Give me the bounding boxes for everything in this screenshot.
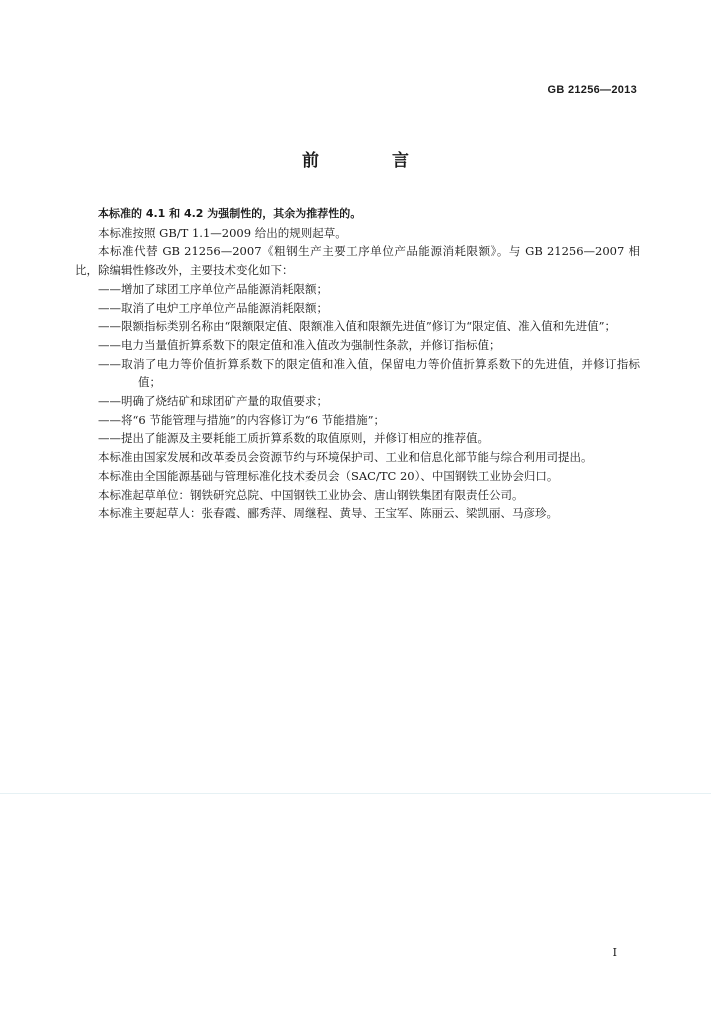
page-title: 前 言 (302, 151, 437, 171)
change-item: ——取消了电炉工序单位产品能源消耗限额； (98, 300, 328, 315)
change-item: ——明确了烧结矿和球团矿产量的取值要求； (98, 394, 328, 409)
page-number: I (612, 946, 617, 959)
change-item: ——增加了球团工序单位产品能源消耗限额； (98, 281, 328, 296)
standard-number: GB 21256—2013 (547, 84, 637, 96)
change-item: ——电力当量值折算系数下的限定值和准入值改为强制性条款，并修订指标值； (98, 337, 501, 352)
foreword-body (75, 205, 640, 523)
paragraph-proposer: 本标准由国家发展和改革委员会资源节约与环境保护司、工业和信息化部节能与综合利用司提出。 (98, 450, 593, 465)
paragraph-drafting-rules: 本标准按照 GB/T 1.1—2009 给出的规则起草。 (98, 225, 347, 240)
change-item: ——取消了电力等价值折算系数下的限定值和准入值，保留电力等价值折算系数下的先进值，并修订指标值； (98, 356, 640, 390)
paragraph-replacement: 本标准代替 GB 21256—2007《粗钢生产主要工序单位产品能源消耗限额》。与 GB 21256—2007 相比，除编辑性修改外，主要技术变化如下： (75, 244, 640, 278)
paragraph-responsible-committee: 本标准由全国能源基础与管理标准化技术委员会（SAC/TC 20）、中国钢铁工业协会归口。 (98, 468, 559, 483)
change-item: ——提出了能源及主要耗能工质折算系数的取值原则，并修订相应的推荐值。 (98, 431, 489, 446)
scan-divider-line (0, 793, 711, 794)
paragraph-drafters: 本标准主要起草人：张春霞、郦秀萍、周继程、黄导、王宝军、陈丽云、梁凯丽、马彦珍。 (98, 506, 558, 521)
paragraph-mandatory-clauses: 本标准的 4.1 和 4.2 为强制性的，其余为推荐性的。 (98, 207, 362, 220)
change-item: ——将“6 节能管理与措施”的内容修订为“6 节能措施”； (98, 412, 385, 427)
paragraph-drafting-organizations: 本标准起草单位：钢铁研究总院、中国钢铁工业协会、唐山钢铁集团有限责任公司。 (98, 487, 524, 502)
change-item: ——限额指标类别名称由“限额限定值、限额准入值和限额先进值”修订为“限定值、准入值和先进值”； (98, 319, 617, 334)
